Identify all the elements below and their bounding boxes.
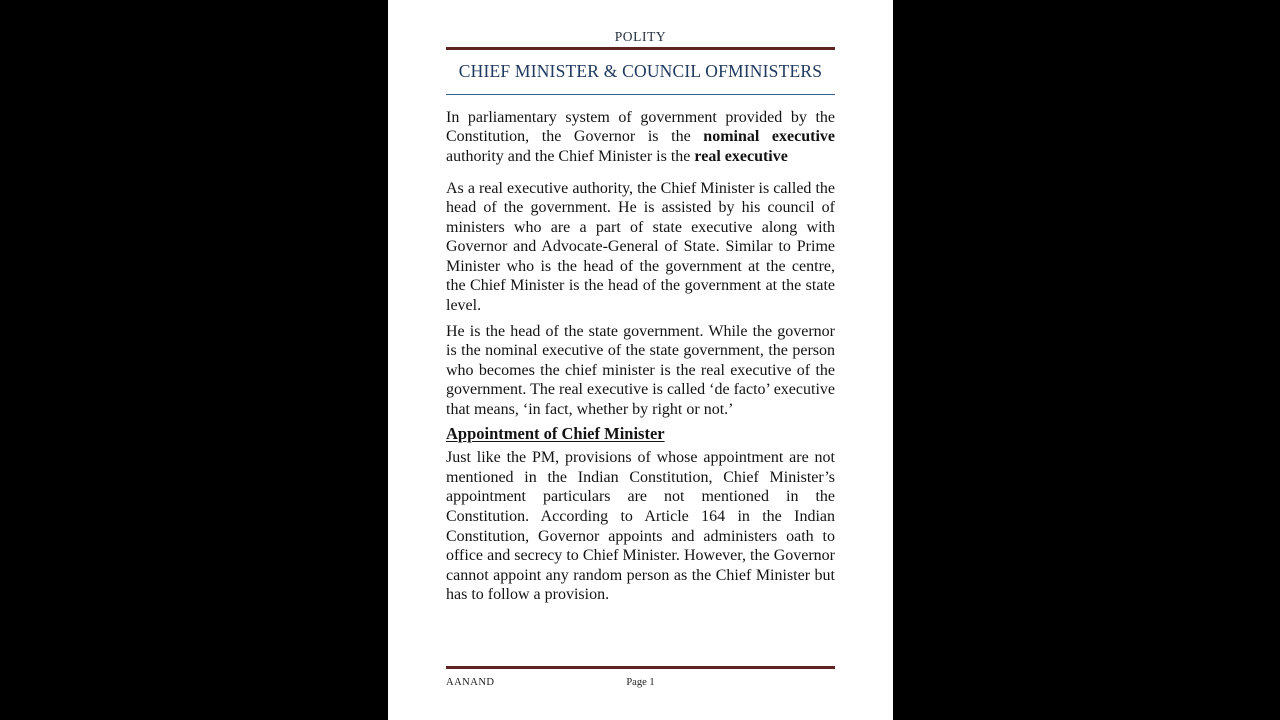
document-page xyxy=(388,0,893,720)
page-title: CHIEF MINISTER & COUNCIL OFMINISTERS xyxy=(458,61,823,81)
header-rule xyxy=(446,47,835,50)
page-footer xyxy=(446,658,835,691)
paragraph-head-of-state: He is the head of the state government. While the governor is the nominal executive of the state government, the person who becomes the chief minister is the real executive of the government. The real executive is called ‘de facto’ executive that means, ‘in fact, whether by right or not.’ xyxy=(446,322,835,419)
paragraph-real-executive: As a real executive authority, the Chief Minister is called the head of the government. He is assisted by his council of ministers who are a part of state executive along with Governor and Advocate-General of State. Similar to Prime Minister who is the head of the government at the centre, the Chief Minister is the head of the government at the state level. xyxy=(446,179,835,315)
paragraph-intro-bold-1: nominal executive xyxy=(703,128,836,146)
kicker-text: POLITY xyxy=(614,29,667,44)
paragraph-intro xyxy=(446,108,835,167)
footer-page-number: Page 1 xyxy=(626,677,655,688)
paragraph-intro-text-1: In parliamentary system of government provided by the Constitution, the Governor is the xyxy=(446,108,835,146)
paragraph-intro-bold-2: real executive xyxy=(694,147,788,165)
page-content xyxy=(446,0,835,611)
title-underline-rule xyxy=(446,94,835,95)
footer-row xyxy=(446,677,835,691)
footer-rule xyxy=(446,666,835,669)
body-text-block xyxy=(446,108,835,605)
paragraph-appointment: Just like the PM, provisions of whose appointment are not mentioned in the Indian Constitution, Chief Minister’s appointment particulars are not mentioned in the Constitution. According to Article 164 in the Indian Constitution, Governor appoints and administers oath to office and secrecy to Chief Minister. However, the Governor cannot appoint any random person as the Chief Minister but has to follow a provision. xyxy=(446,449,835,604)
paragraph-intro-text-2: authority and the Chief Minister is the xyxy=(446,147,695,165)
footer-author: AANAND xyxy=(446,677,495,688)
section-heading-appointment: Appointment of Chief Minister xyxy=(446,423,665,443)
